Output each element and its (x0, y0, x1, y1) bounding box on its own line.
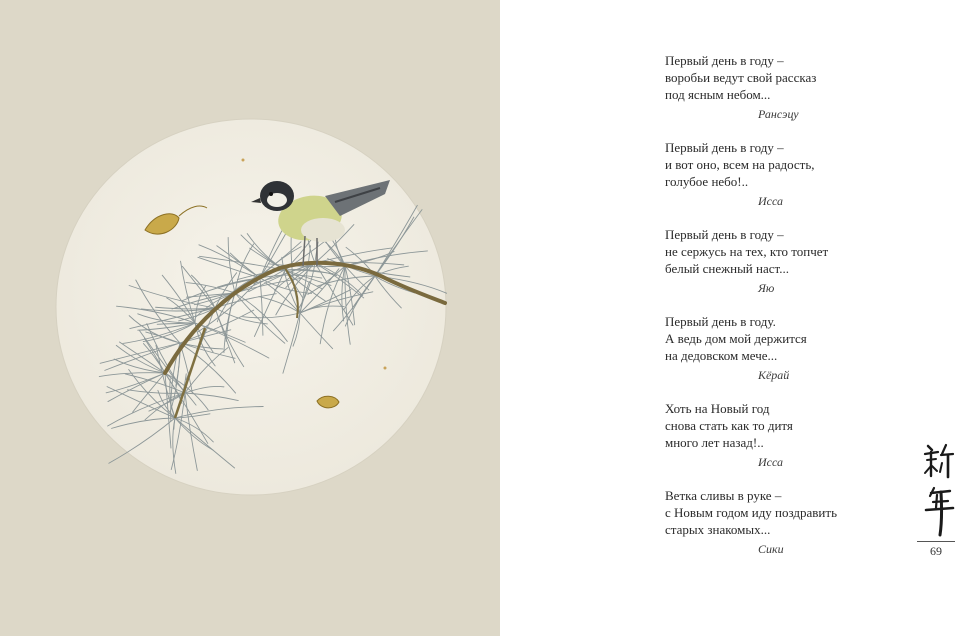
haiku-line: с Новым годом иду поздравить (665, 505, 838, 520)
haiku-author: Яю (758, 281, 775, 295)
haiku-line: Первый день в году – (665, 140, 784, 155)
haiku-author: Сики (758, 542, 784, 556)
haiku-author: Рансэцу (758, 107, 799, 121)
haiku-line: А ведь дом мой держится (665, 331, 807, 346)
haiku-line: под ясным небом... (665, 87, 771, 102)
haiku-author: Исса (758, 194, 784, 208)
haiku-line: старых знакомых... (665, 522, 771, 537)
haiku-line: на дедовском мече... (665, 348, 778, 363)
right-page (500, 0, 955, 636)
haiku-line: белый снежный наст... (665, 261, 789, 276)
haiku-line: не сержусь на тех, кто топчет (665, 244, 829, 259)
page-number-rule (917, 541, 955, 542)
haiku-line: Первый день в году. (665, 314, 776, 329)
haiku-list (665, 52, 895, 574)
haiku (665, 313, 895, 400)
haiku-line: Первый день в году – (665, 227, 784, 242)
haiku (665, 226, 895, 313)
haiku-line: Хоть на Новый год (665, 401, 770, 416)
haiku (665, 487, 895, 574)
calligraphy-new-year-seal (922, 440, 955, 538)
haiku-author: Кёрай (758, 368, 790, 382)
petal-speck (384, 367, 387, 370)
haiku-author: Исса (758, 455, 784, 469)
haiku-line: и вот оно, всем на радость, (665, 157, 815, 172)
haiku-line: голубое небо!.. (665, 174, 749, 189)
haiku (665, 400, 895, 487)
pine-branch-bird-illustration (55, 118, 447, 496)
haiku-line: Ветка сливы в руке – (665, 488, 782, 503)
haiku (665, 52, 895, 139)
haiku-line: снова стать как то дитя (665, 418, 793, 433)
round-painting-background (56, 119, 446, 495)
haiku-line: воробьи ведут свой рассказ (665, 70, 817, 85)
haiku-line: много лет назад!.. (665, 435, 764, 450)
petal-speck (242, 159, 245, 162)
haiku (665, 139, 895, 226)
haiku-line: Первый день в году – (665, 53, 784, 68)
page-number: 69 (930, 544, 942, 558)
